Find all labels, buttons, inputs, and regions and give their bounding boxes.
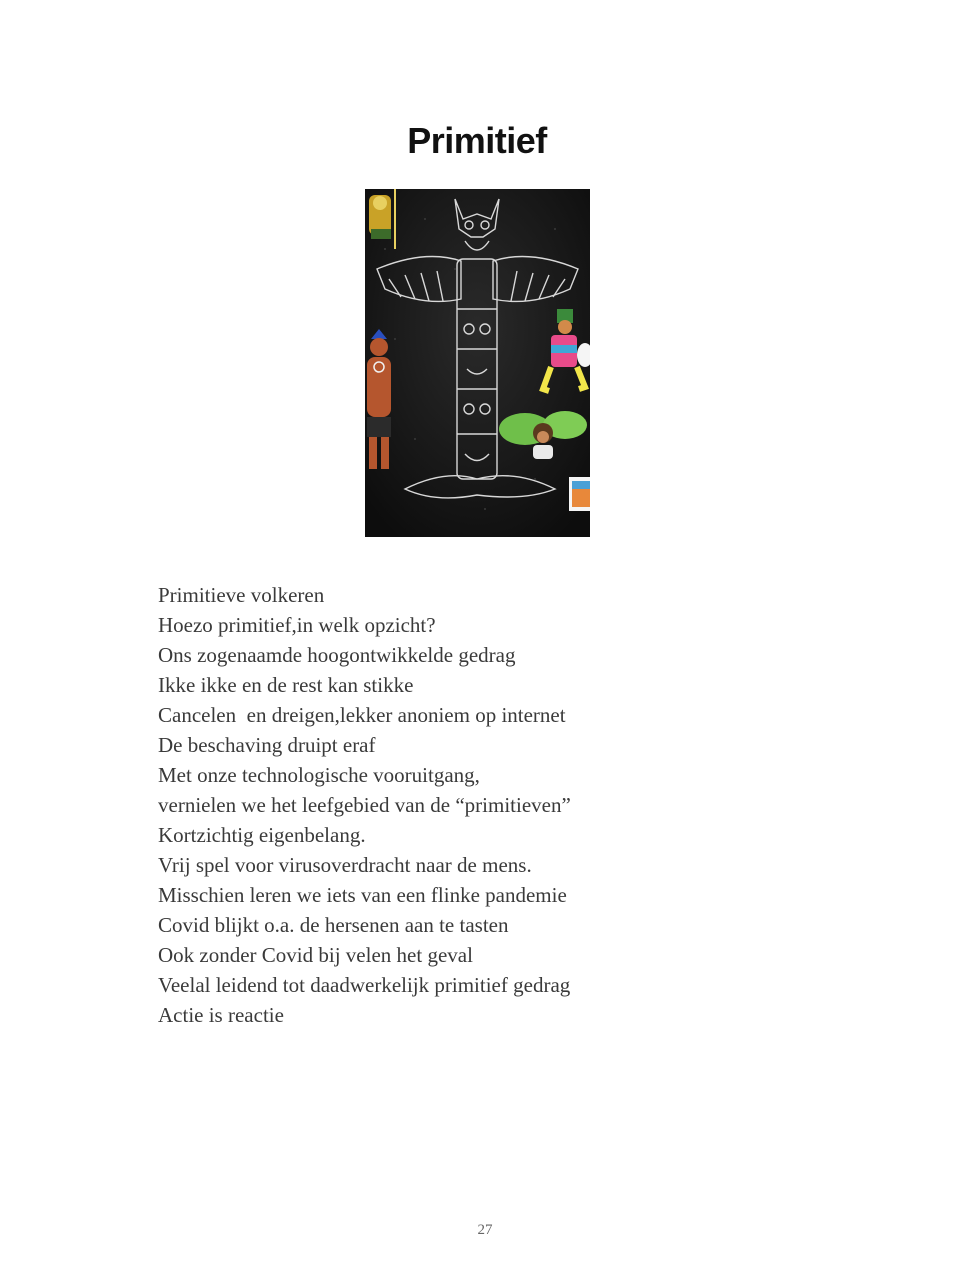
poem-line: Met onze technologische vooruitgang,: [158, 763, 480, 787]
poem-line: De beschaving druipt eraf: [158, 733, 376, 757]
poem-line: Misschien leren we iets van een flinke pandemie: [158, 883, 567, 907]
poem-line: Ook zonder Covid bij velen het geval: [158, 943, 473, 967]
page-title: Primitief: [407, 120, 547, 161]
poem-line: Actie is reactie: [158, 1003, 284, 1027]
poem-line: Primitieve volkeren: [158, 583, 325, 607]
poem-line: Kortzichtig eigenbelang.: [158, 823, 366, 847]
poem-line: vernielen we het leefgebied van de “primitieven”: [158, 793, 571, 817]
poem-line: Covid blijkt o.a. de hersenen aan te tasten: [158, 913, 509, 937]
totem-pole-illustration-icon: [365, 189, 590, 537]
poem-line: Vrij spel voor virusoverdracht naar de mens.: [158, 853, 532, 877]
poem-line: Cancelen en dreigen,lekker anoniem op internet: [158, 703, 566, 727]
poem-line: Veelal leidend tot daadwerkelijk primitief gedrag: [158, 973, 571, 997]
totem-pole-illustration: [365, 189, 590, 537]
poem-line: Ikke ikke en de rest kan stikke: [158, 673, 414, 697]
page-number: 27: [477, 1222, 493, 1238]
poem: [158, 580, 798, 1030]
poem-line: Hoezo primitief,in welk opzicht?: [158, 613, 436, 637]
poem-line: Ons zogenaamde hoogontwikkelde gedrag: [158, 643, 516, 667]
